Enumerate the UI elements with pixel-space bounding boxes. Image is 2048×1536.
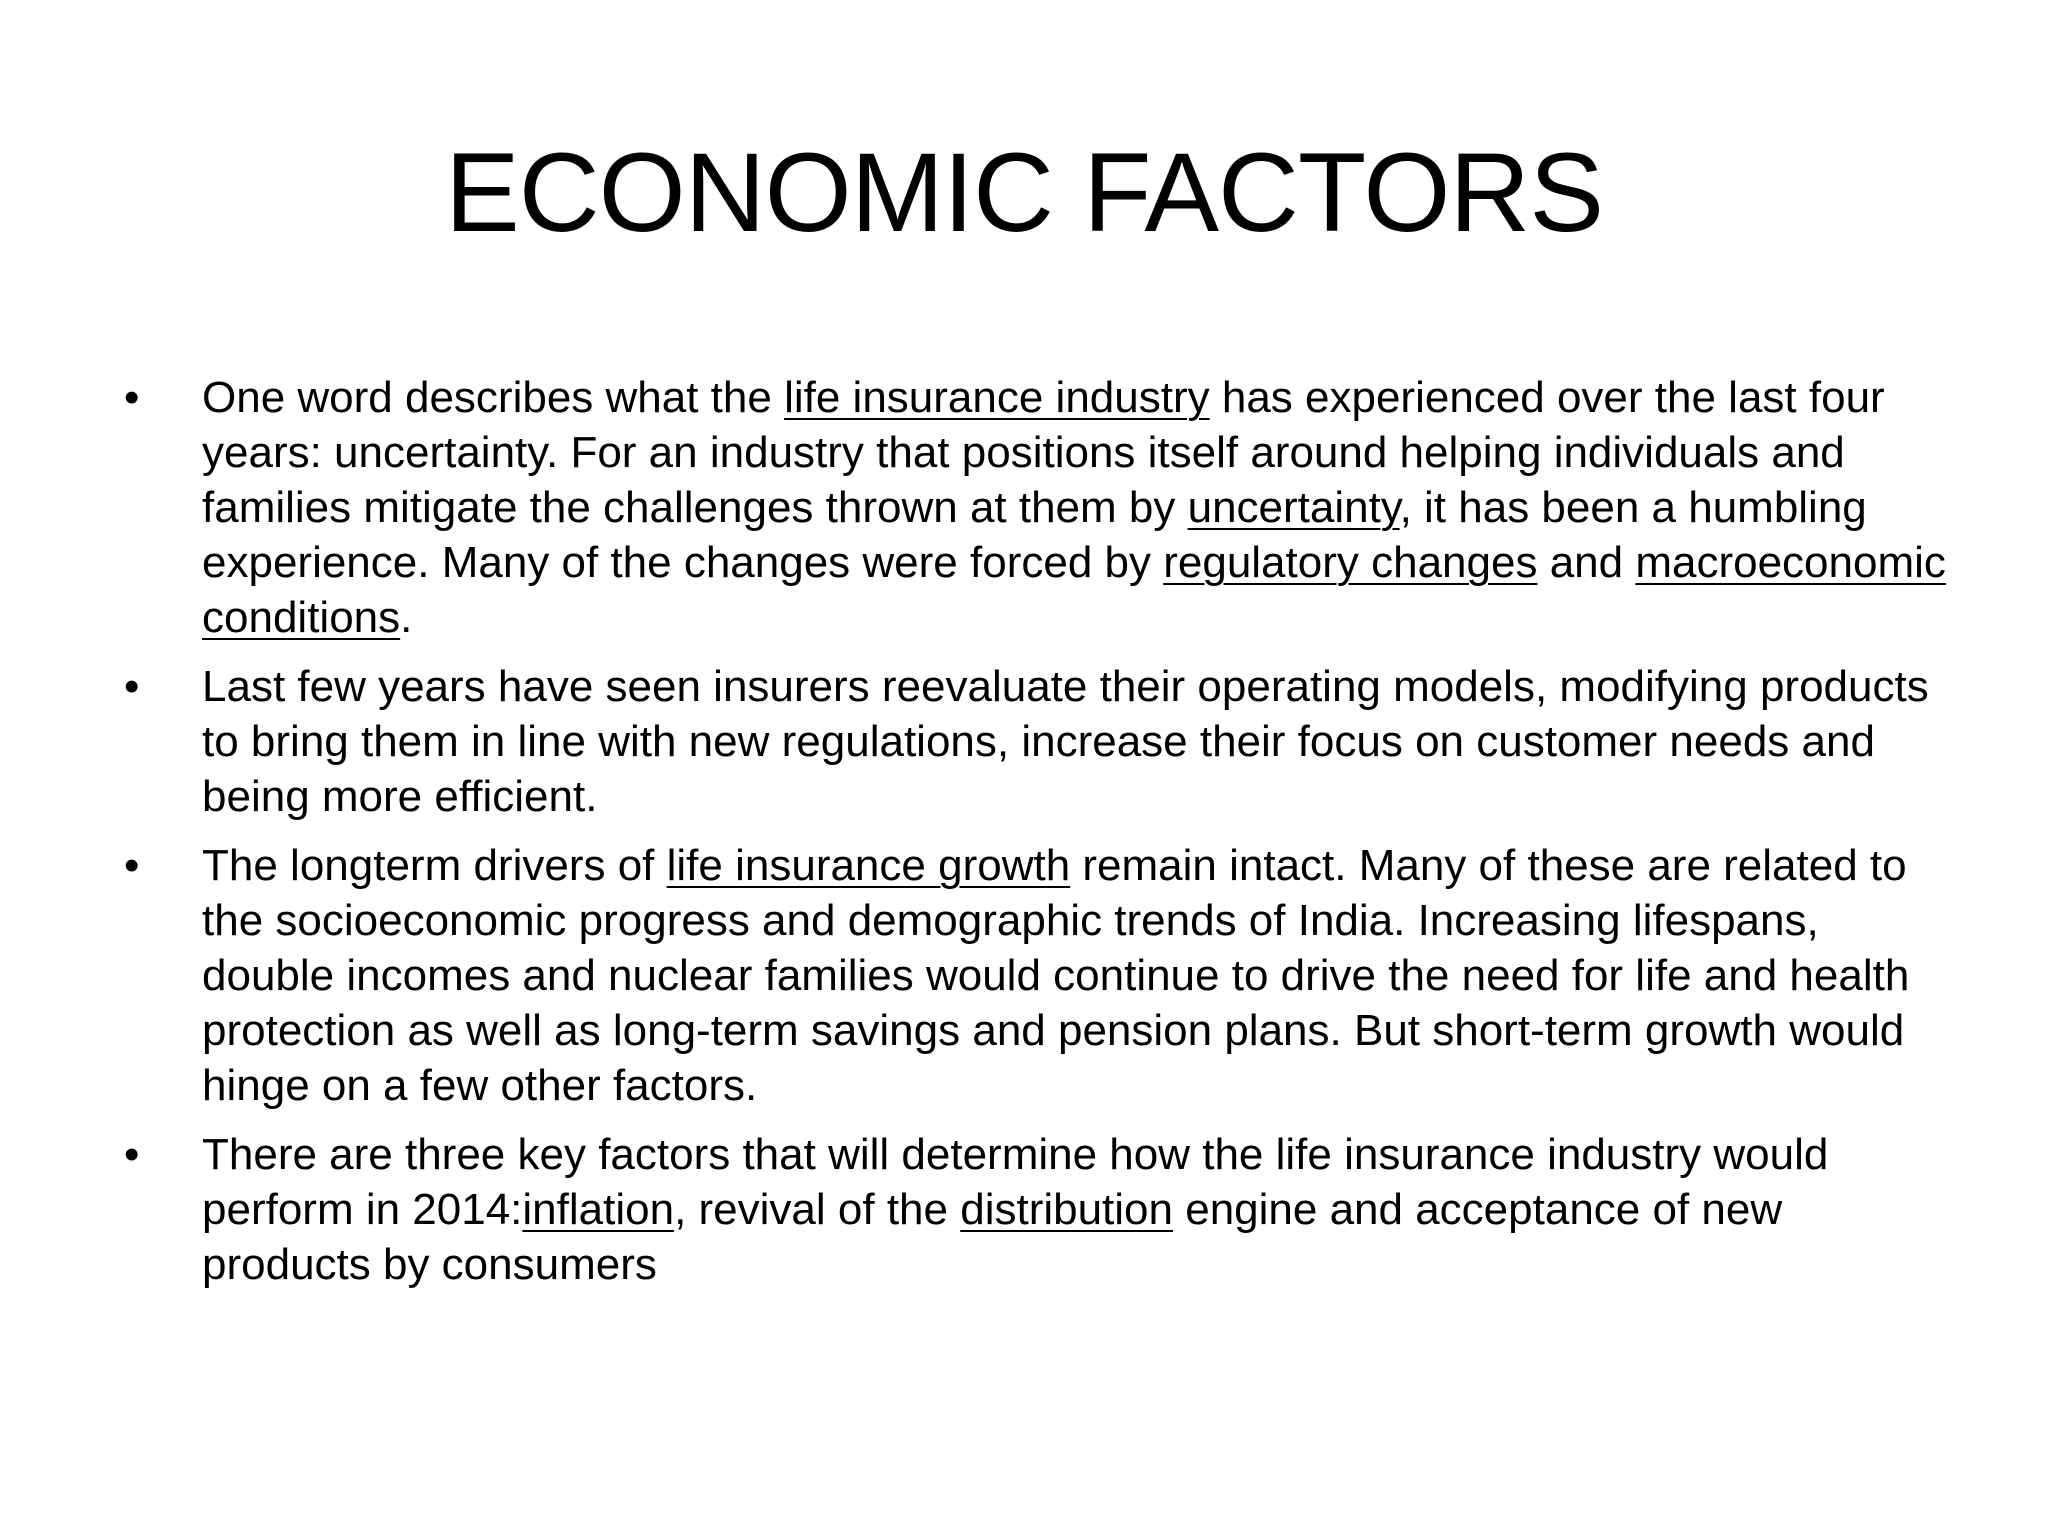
bullet-text: Last few years have seen insurers reevaluate their operating models, modifying products to bring them in line with new regulations, increase their focus on customer needs and being more efficient.	[202, 662, 1929, 821]
underlined-term: life insurance growth	[666, 841, 1071, 890]
bullet-text: , revival of the	[674, 1185, 961, 1234]
underlined-term: uncertainty	[1187, 483, 1400, 532]
bullet-item	[118, 838, 1948, 1113]
bullet-text: There are three key factors that will determine how the life insurance industry would perform in 2014:	[202, 1130, 1829, 1234]
bullet-text: The longterm drivers of	[202, 841, 667, 890]
bullet-list	[118, 370, 1948, 1306]
bullet-dot: •	[124, 1130, 140, 1179]
bullet-text: engine and acceptance of new products by consumers	[202, 1185, 1783, 1289]
bullet-dot: •	[124, 662, 140, 711]
bullet-text: .	[400, 593, 413, 642]
bullet-item	[118, 1127, 1948, 1292]
underlined-term: distribution	[960, 1185, 1173, 1234]
slide-title: ECONOMIC FACTORS	[444, 130, 1604, 255]
underlined-term: macroeconomic conditions	[202, 538, 1946, 642]
underlined-term: inflation	[522, 1185, 675, 1234]
underlined-term: life insurance industry	[784, 373, 1210, 422]
bullet-item	[118, 659, 1948, 824]
bullet-text: has experienced over the last four years: uncertainty. For an industry that positions itself around helping individuals and families mitigate the challenges thrown at them by	[202, 373, 1885, 532]
bullet-text: remain intact. Many of these are related to the socioeconomic progress and demographic trends of India. Increasing lifespans, double incomes and nuclear families would continue to drive the need for life and health protection as well as long-term savings and pension plans. But short-term growth would hinge on a few other factors.	[202, 841, 1910, 1110]
bullet-text: and	[1537, 538, 1636, 587]
underlined-term: regulatory changes	[1163, 538, 1538, 587]
bullet-dot: •	[124, 373, 140, 422]
bullet-text: One word describes what the	[202, 373, 785, 422]
bullet-text: , it has been a humbling experience. Many of the changes were forced by	[202, 483, 1867, 587]
bullet-item	[118, 370, 1948, 645]
bullet-dot: •	[124, 841, 140, 890]
